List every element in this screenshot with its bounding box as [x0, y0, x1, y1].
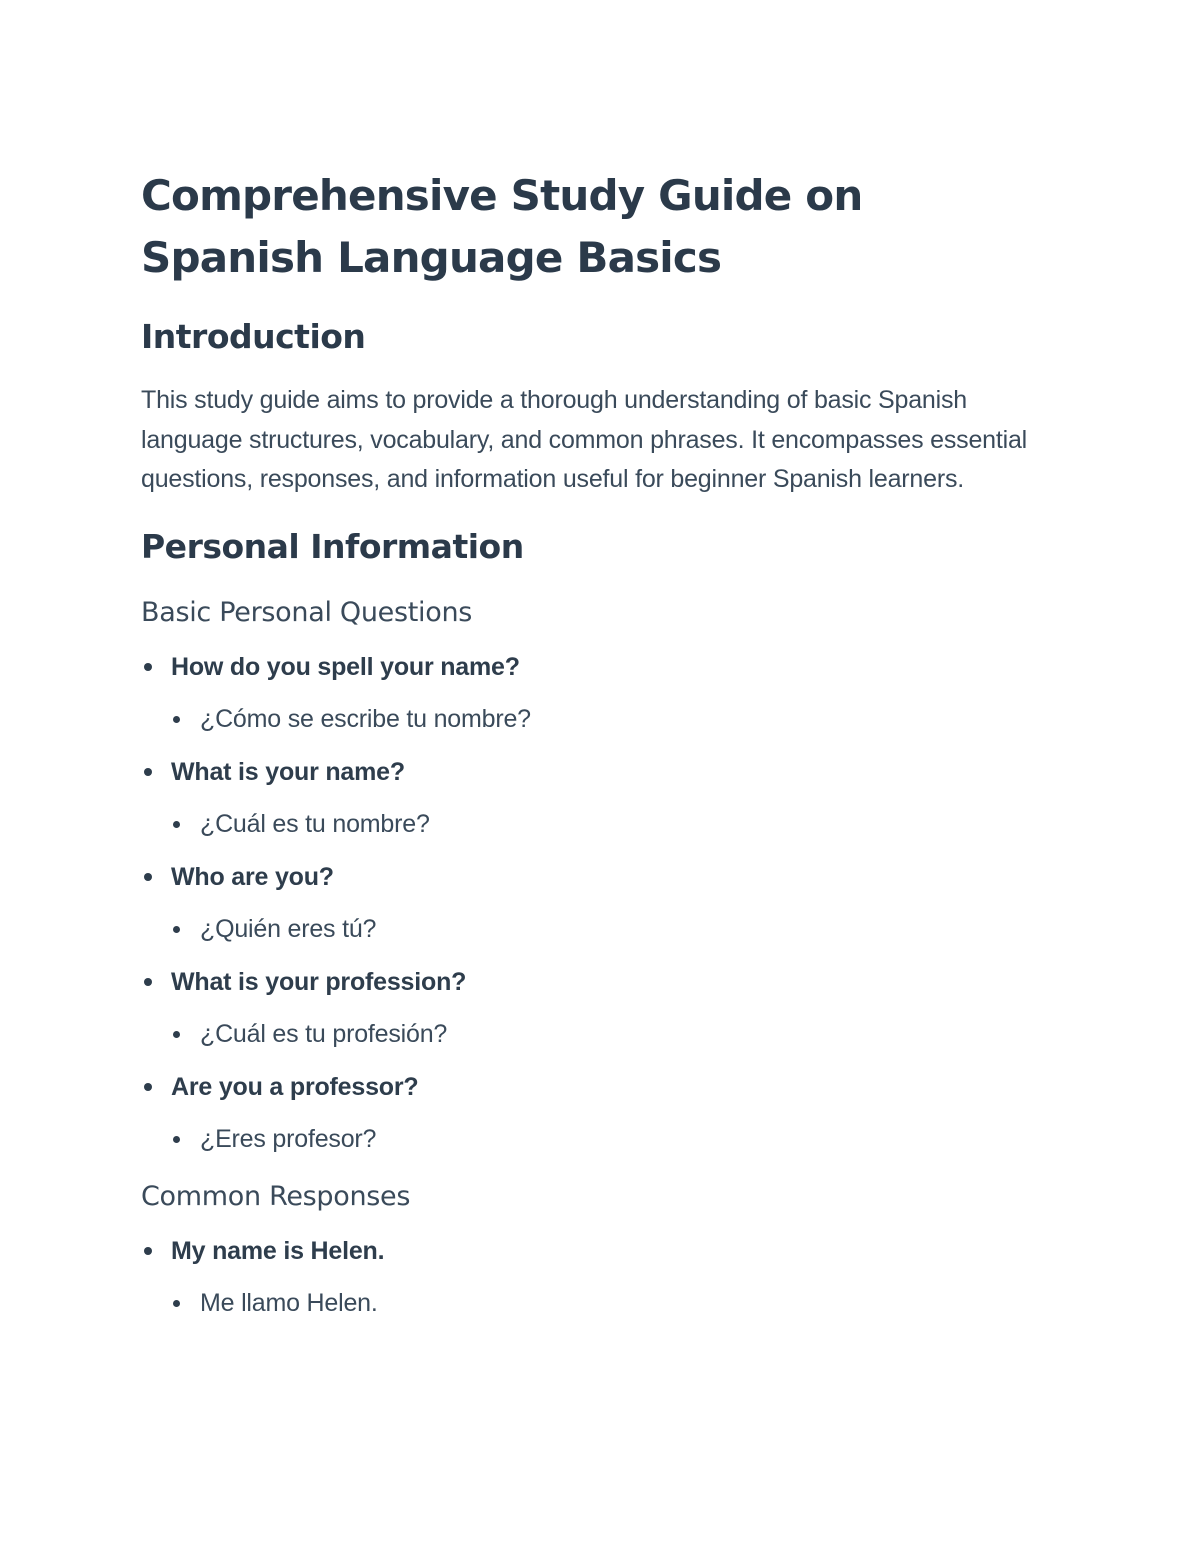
bullet-icon [144, 768, 152, 776]
basic-questions-list [141, 651, 1041, 1155]
common-responses-list [141, 1235, 1041, 1319]
list-item [141, 651, 1041, 735]
response-spanish [141, 1287, 1041, 1319]
bullet-icon [144, 663, 152, 671]
bullet-icon [173, 821, 180, 828]
bullet-icon [144, 1247, 152, 1255]
question-english [141, 756, 1041, 788]
list-item [141, 1235, 1041, 1319]
question-spanish [141, 913, 1041, 945]
bullet-icon [173, 716, 180, 723]
bullet-icon [144, 978, 152, 986]
question-english [141, 861, 1041, 893]
question-english [141, 1071, 1041, 1103]
question-spanish-text: ¿Cómo se escribe tu nombre? [200, 704, 531, 733]
question-english-text: Are you a professor? [171, 1072, 419, 1101]
question-spanish [141, 1018, 1041, 1050]
bullet-icon [144, 873, 152, 881]
response-english [141, 1235, 1041, 1267]
question-spanish-text: ¿Cuál es tu nombre? [200, 809, 430, 838]
question-english [141, 966, 1041, 998]
question-spanish [141, 1123, 1041, 1155]
question-spanish-text: ¿Quién eres tú? [200, 914, 377, 943]
question-spanish-text: ¿Eres profesor? [200, 1124, 377, 1153]
question-english-text: Who are you? [171, 862, 334, 891]
bullet-icon [173, 1136, 180, 1143]
introduction-paragraph: This study guide aims to provide a thorough understanding of basic Spanish language structures, vocabulary, and common phrases. It encompasses essential questions, responses, and information useful for beginner Spanish learners. [141, 386, 1028, 493]
bullet-icon [173, 1300, 180, 1307]
list-item [141, 861, 1041, 945]
introduction-heading: Introduction [141, 317, 366, 356]
question-english-text: What is your profession? [171, 967, 467, 996]
response-spanish-text: Me llamo Helen. [200, 1288, 378, 1317]
response-english-text: My name is Helen. [171, 1236, 385, 1265]
question-english-text: What is your name? [171, 757, 405, 786]
list-item [141, 756, 1041, 840]
list-item [141, 1071, 1041, 1155]
document-page [141, 165, 1041, 1319]
common-responses-heading: Common Responses [141, 1180, 411, 1212]
list-item [141, 966, 1041, 1050]
personal-information-heading: Personal Information [141, 526, 524, 566]
bullet-icon [173, 1031, 180, 1038]
question-spanish [141, 703, 1041, 735]
basic-personal-questions-heading: Basic Personal Questions [141, 596, 473, 628]
question-english [141, 651, 1041, 683]
bullet-icon [173, 926, 180, 933]
question-spanish-text: ¿Cuál es tu profesión? [200, 1019, 448, 1048]
document-title: Comprehensive Study Guide on Spanish Language Basics [141, 171, 863, 282]
question-spanish [141, 808, 1041, 840]
bullet-icon [144, 1083, 152, 1091]
question-english-text: How do you spell your name? [171, 652, 520, 681]
